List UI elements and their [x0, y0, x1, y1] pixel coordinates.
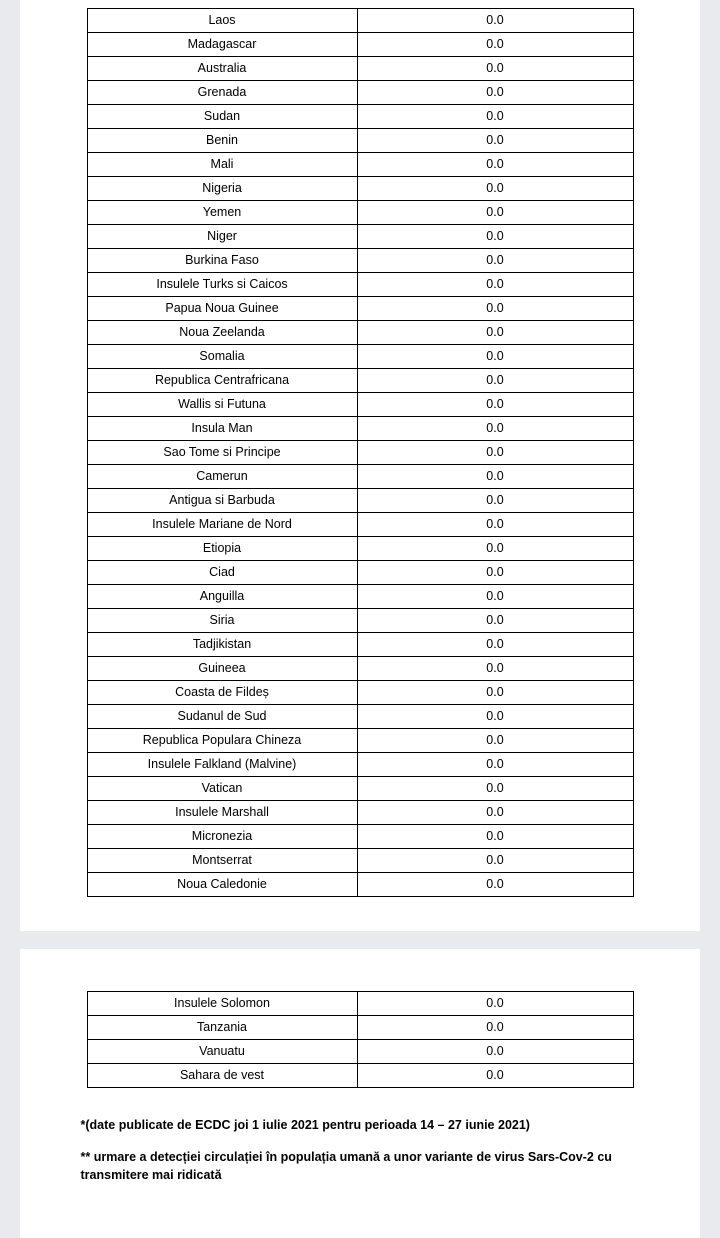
value-cell: 0.0: [357, 561, 633, 585]
document-page-2: [20, 949, 700, 1238]
table-row: [87, 321, 633, 345]
table-row: [87, 513, 633, 537]
table-row: [87, 609, 633, 633]
document-page-1: [20, 0, 700, 931]
country-cell: Sudanul de Sud: [87, 705, 357, 729]
table-row: [87, 537, 633, 561]
country-cell: Insulele Mariane de Nord: [87, 513, 357, 537]
value-cell: 0.0: [357, 393, 633, 417]
value-cell: 0.0: [357, 801, 633, 825]
country-cell: Insulele Turks si Caicos: [87, 273, 357, 297]
table-row: [87, 441, 633, 465]
country-cell: Republica Populara Chineza: [87, 729, 357, 753]
table-row: [87, 1016, 633, 1040]
value-cell: 0.0: [357, 825, 633, 849]
country-cell: Sao Tome si Principe: [87, 441, 357, 465]
country-cell: Vanuatu: [87, 1040, 357, 1064]
value-cell: 0.0: [357, 657, 633, 681]
country-cell: Insulele Solomon: [87, 992, 357, 1016]
country-cell: Insulele Falkland (Malvine): [87, 753, 357, 777]
country-cell: Camerun: [87, 465, 357, 489]
value-cell: 0.0: [357, 177, 633, 201]
value-cell: 0.0: [357, 9, 633, 33]
table-row: [87, 105, 633, 129]
value-cell: 0.0: [357, 33, 633, 57]
value-cell: 0.0: [357, 369, 633, 393]
table-row: [87, 585, 633, 609]
table-row: [87, 57, 633, 81]
value-cell: 0.0: [357, 992, 633, 1016]
country-cell: Anguilla: [87, 585, 357, 609]
value-cell: 0.0: [357, 585, 633, 609]
country-cell: Burkina Faso: [87, 249, 357, 273]
country-cell: Somalia: [87, 345, 357, 369]
table-row: [87, 273, 633, 297]
table-row: [87, 729, 633, 753]
table-row: [87, 153, 633, 177]
table-row: [87, 129, 633, 153]
value-cell: 0.0: [357, 537, 633, 561]
value-cell: 0.0: [357, 225, 633, 249]
value-cell: 0.0: [357, 153, 633, 177]
value-cell: 0.0: [357, 1040, 633, 1064]
country-cell: Laos: [87, 9, 357, 33]
value-cell: 0.0: [357, 297, 633, 321]
country-cell: Ciad: [87, 561, 357, 585]
value-cell: 0.0: [357, 465, 633, 489]
table-row: [87, 705, 633, 729]
value-cell: 0.0: [357, 417, 633, 441]
table-row: [87, 561, 633, 585]
table-body: [87, 992, 633, 1088]
table-row: [87, 801, 633, 825]
value-cell: 0.0: [357, 681, 633, 705]
country-cell: Madagascar: [87, 33, 357, 57]
table-row: [87, 249, 633, 273]
value-cell: 0.0: [357, 57, 633, 81]
country-cell: Guineea: [87, 657, 357, 681]
country-cell: Yemen: [87, 201, 357, 225]
table-row: [87, 465, 633, 489]
table-row: [87, 1064, 633, 1088]
value-cell: 0.0: [357, 633, 633, 657]
value-cell: 0.0: [357, 849, 633, 873]
country-risk-table-part2: [87, 991, 634, 1088]
value-cell: 0.0: [357, 873, 633, 897]
value-cell: 0.0: [357, 513, 633, 537]
country-cell: Etiopia: [87, 537, 357, 561]
table-row: [87, 33, 633, 57]
value-cell: 0.0: [357, 753, 633, 777]
country-risk-table-part1: [87, 8, 634, 897]
value-cell: 0.0: [357, 201, 633, 225]
table-row: [87, 393, 633, 417]
value-cell: 0.0: [357, 777, 633, 801]
value-cell: 0.0: [357, 489, 633, 513]
page-separator: [0, 931, 720, 949]
table-row: [87, 81, 633, 105]
table-row: [87, 345, 633, 369]
country-cell: Vatican: [87, 777, 357, 801]
value-cell: 0.0: [357, 705, 633, 729]
value-cell: 0.0: [357, 345, 633, 369]
footnote-source: *(date publicate de ECDC joi 1 iulie 2021 pentru perioada 14 – 27 iunie 2021): [80, 1118, 530, 1132]
country-cell: Insula Man: [87, 417, 357, 441]
footnotes: [80, 1088, 641, 1184]
country-cell: Tadjikistan: [87, 633, 357, 657]
country-cell: Nigeria: [87, 177, 357, 201]
table-row: [87, 201, 633, 225]
country-cell: Insulele Marshall: [87, 801, 357, 825]
table-row: [87, 849, 633, 873]
country-cell: Micronezia: [87, 825, 357, 849]
value-cell: 0.0: [357, 1064, 633, 1088]
table-row: [87, 633, 633, 657]
country-cell: Mali: [87, 153, 357, 177]
country-cell: Tanzania: [87, 1016, 357, 1040]
table-row: [87, 825, 633, 849]
country-cell: Papua Noua Guinee: [87, 297, 357, 321]
table-row: [87, 777, 633, 801]
value-cell: 0.0: [357, 1016, 633, 1040]
table-row: [87, 489, 633, 513]
country-cell: Noua Zeelanda: [87, 321, 357, 345]
country-cell: Niger: [87, 225, 357, 249]
country-cell: Sahara de vest: [87, 1064, 357, 1088]
value-cell: 0.0: [357, 729, 633, 753]
table-row: [87, 225, 633, 249]
table-row: [87, 681, 633, 705]
footnote-variants: ** urmare a detecției circulației în populația umană a unor variante de virus Sars-Cov-2 cu transmitere mai ridicată: [80, 1150, 612, 1183]
table-row: [87, 657, 633, 681]
table-row: [87, 417, 633, 441]
country-cell: Coasta de Fildeș: [87, 681, 357, 705]
country-cell: Grenada: [87, 81, 357, 105]
value-cell: 0.0: [357, 441, 633, 465]
table-body: [87, 9, 633, 897]
value-cell: 0.0: [357, 249, 633, 273]
country-cell: Wallis si Futuna: [87, 393, 357, 417]
country-cell: Siria: [87, 609, 357, 633]
table-row: [87, 297, 633, 321]
value-cell: 0.0: [357, 105, 633, 129]
table-row: [87, 753, 633, 777]
country-cell: Benin: [87, 129, 357, 153]
country-cell: Noua Caledonie: [87, 873, 357, 897]
table-row: [87, 369, 633, 393]
table-row: [87, 1040, 633, 1064]
country-cell: Antigua si Barbuda: [87, 489, 357, 513]
value-cell: 0.0: [357, 273, 633, 297]
country-cell: Republica Centrafricana: [87, 369, 357, 393]
country-cell: Sudan: [87, 105, 357, 129]
table-row: [87, 9, 633, 33]
value-cell: 0.0: [357, 321, 633, 345]
country-cell: Montserrat: [87, 849, 357, 873]
table-row: [87, 177, 633, 201]
country-cell: Australia: [87, 57, 357, 81]
table-row: [87, 873, 633, 897]
table-row: [87, 992, 633, 1016]
value-cell: 0.0: [357, 81, 633, 105]
value-cell: 0.0: [357, 129, 633, 153]
value-cell: 0.0: [357, 609, 633, 633]
